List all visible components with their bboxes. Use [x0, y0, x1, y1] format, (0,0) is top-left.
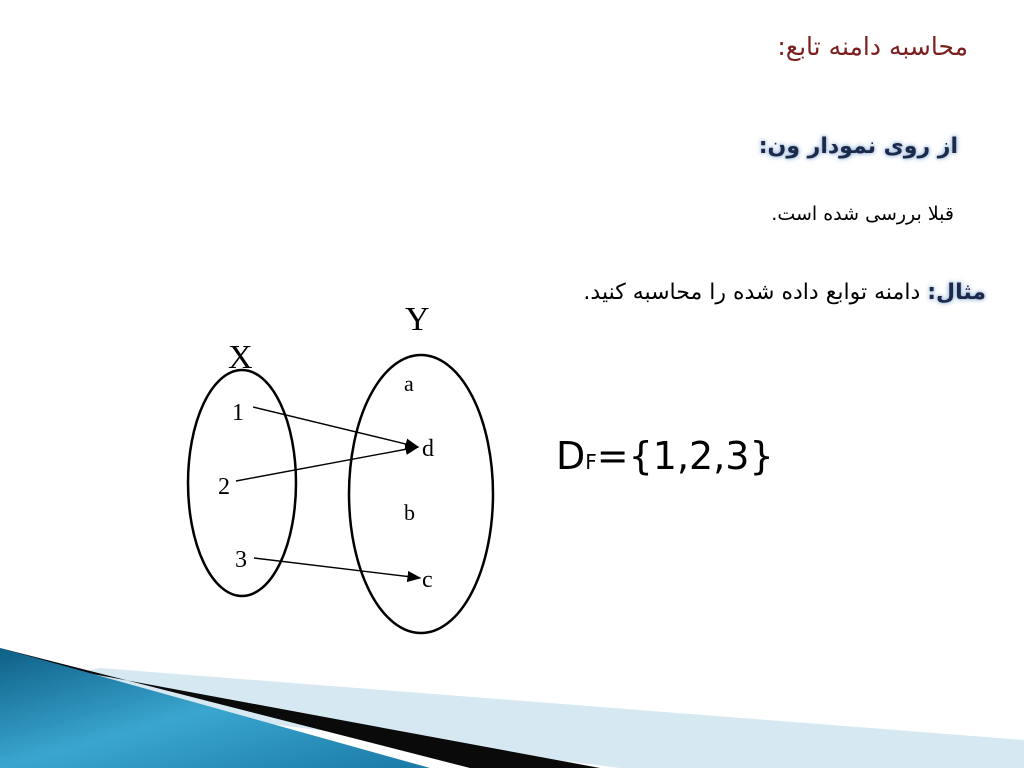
y-element-d: d [422, 436, 434, 462]
note-text: قبلا بررسی شده است. [771, 203, 954, 225]
formula-subscript: F [585, 450, 597, 474]
y-element-a: a [404, 371, 414, 396]
example-text: دامنه توابع داده شده را محاسبه کنید. [583, 280, 928, 305]
formula-d: D [556, 434, 586, 478]
y-element-b: b [404, 500, 415, 525]
x-element-1: 1 [232, 400, 244, 426]
set-x-label: X [228, 339, 253, 376]
y-element-c: c [422, 567, 433, 593]
formula-set: ={1,2,3} [596, 434, 774, 478]
slide-title: محاسبه دامنه تابع: [777, 32, 968, 61]
example-label: مثال: [927, 280, 986, 305]
x-element-3: 3 [235, 547, 247, 573]
set-y-label: Y [405, 301, 430, 338]
x-element-2: 2 [218, 474, 230, 500]
venn-method-heading: از روی نمودار ون: [758, 134, 958, 159]
